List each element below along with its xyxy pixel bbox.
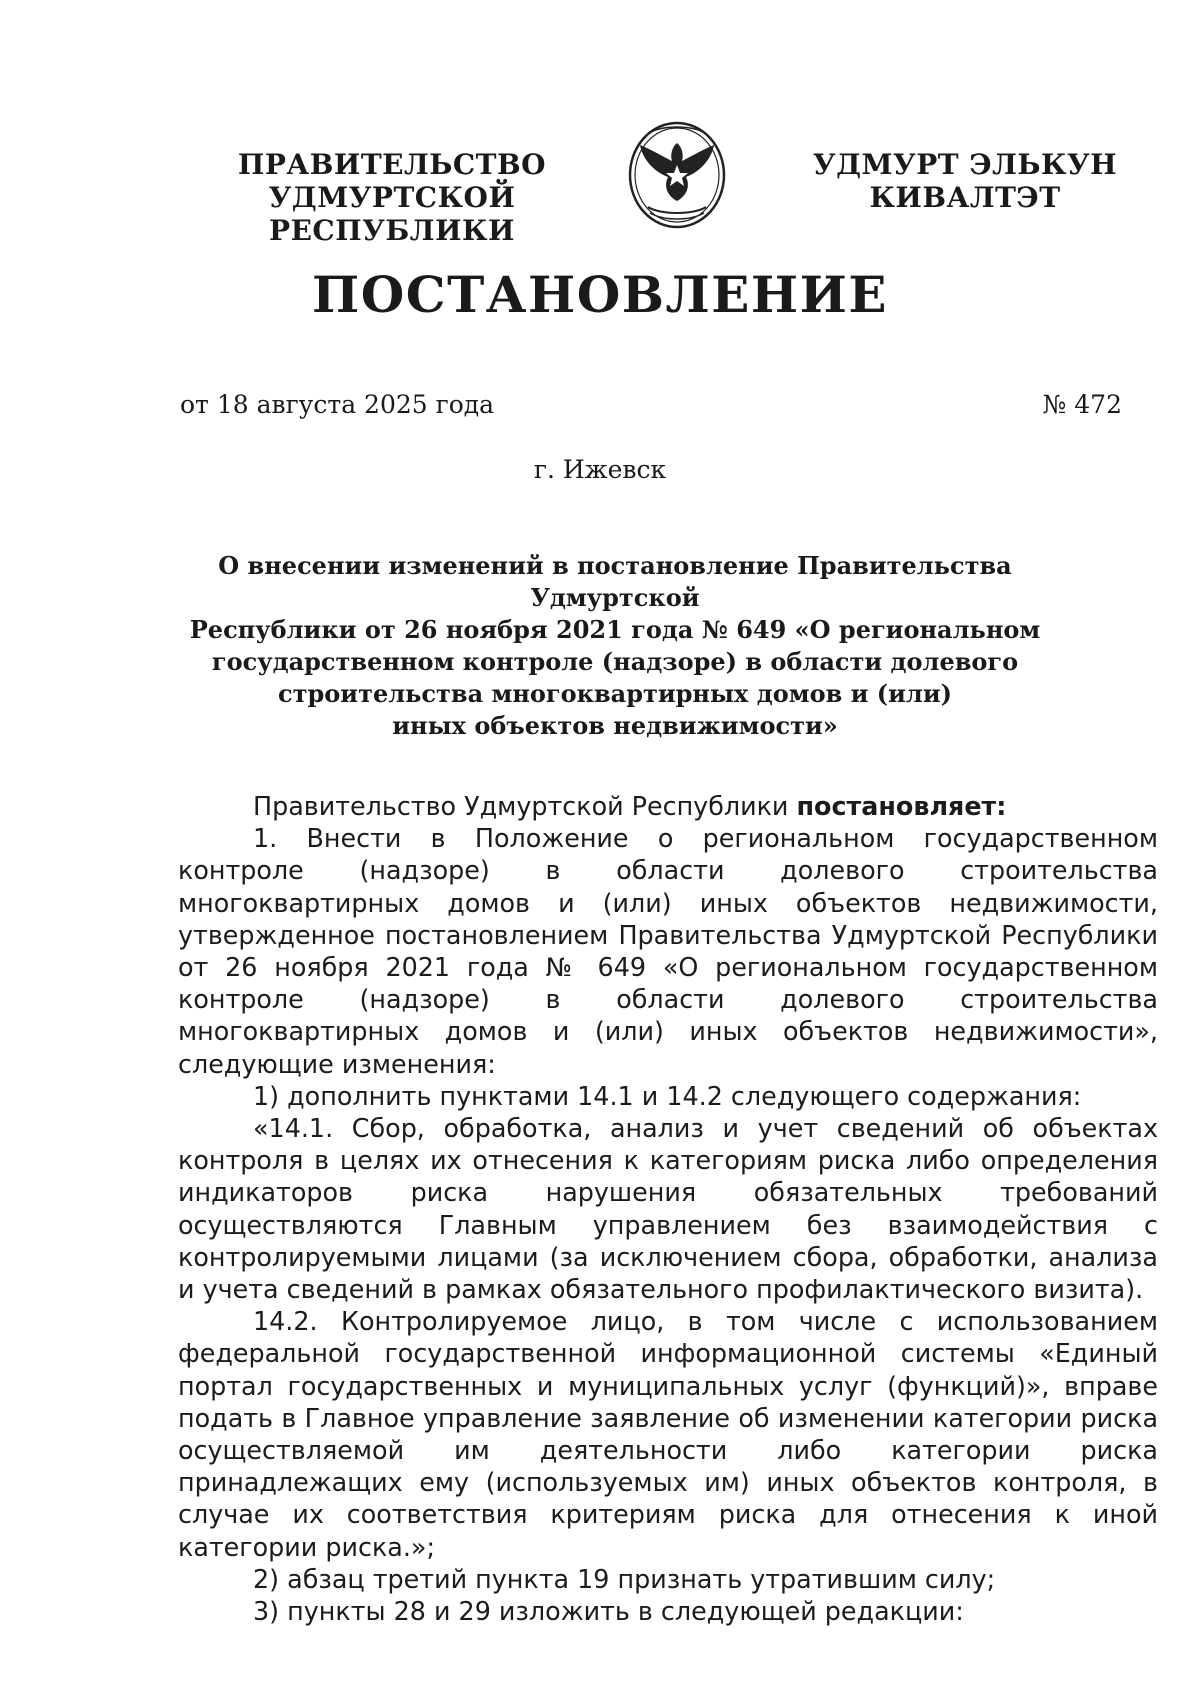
intro-paragraph [178,790,1158,822]
paragraph-14-1: «14.1. Сбор, обработка, анализ и учет сведений об объектах контроля в целях их отнесения к категориям риска либо определения индикаторов риска нарушения обязательных требований осуществляются Главным управлением без взаимодействия с контролируемыми лицами (за исключением сбора, обработки, анализа и учета сведений в рамках обязательного профилактического визита). [178,1113,1158,1305]
document-city: г. Ижевск [533,455,667,484]
header-right-line2: КИВАЛТЭТ [869,181,1061,215]
subject-line: строительства многоквартирных домов и (или) [278,679,952,708]
udmurt-coat-of-arms-icon [620,115,735,237]
paragraph-1: 1. Внести в Положение о региональном государственном контроле (надзоре) в области долевого строительства многоквартирных домов и (или) иных объектов недвижимости, утвержденное постановлением Правительства Удмуртской Республики от 26 ноября 2021 года № 649 «О региональном государственном контроле (надзоре) в области долевого строительства многоквартирных домов и (или) иных объектов недвижимости», следующие изменения: [178,823,1158,1079]
document-date: от 18 августа 2025 года [180,390,495,419]
document-subject [175,550,1055,742]
intro-bold-text: постановляет: [796,791,1007,821]
subject-line: О внесении изменений в постановление Правительства Удмуртской [218,551,1012,612]
header-left-line2: УДМУРТСКОЙ РЕСПУБЛИКИ [268,181,516,248]
document-type-title: ПОСТАНОВЛЕНИЕ [312,265,888,324]
subject-line: иных объектов недвижимости» [392,711,838,740]
header-right [795,148,1135,214]
paragraph-2: 2) абзац третий пункта 19 признать утратившим силу; [253,1563,996,1594]
subject-line: Республики от 26 ноября 2021 года № 649 «О региональном [189,615,1041,644]
header-right-line1: УДМУРТ ЭЛЬКУН [812,148,1118,181]
header-left [172,148,612,247]
subject-line: государственном контроле (надзоре) в области долевого [211,647,1019,676]
header-left-line1: ПРАВИТЕЛЬСТВО [237,148,547,181]
document-number: № 472 [1042,390,1122,419]
paragraph-3: 3) пункты 28 и 29 изложить в следующей редакции: [253,1596,964,1627]
intro-text: Правительство Удмуртской Республики [253,791,797,821]
paragraph-1-1: 1) дополнить пунктами 14.1 и 14.2 следующего содержания: [253,1080,1082,1111]
document-body [178,790,1158,1627]
paragraph-14-2: 14.2. Контролируемое лицо, в том числе с использованием федеральной государственной информационной системы «Единый портал государственных и муниципальных услуг (функций)», вправе подать в Главное управление заявление об изменении категории риска осуществляемой им деятельности либо категории риска принадлежащих ему (используемых им) иных объектов контроля, в случае их соответствия критериям риска для отнесения к иной категории риска.»; [178,1306,1158,1562]
